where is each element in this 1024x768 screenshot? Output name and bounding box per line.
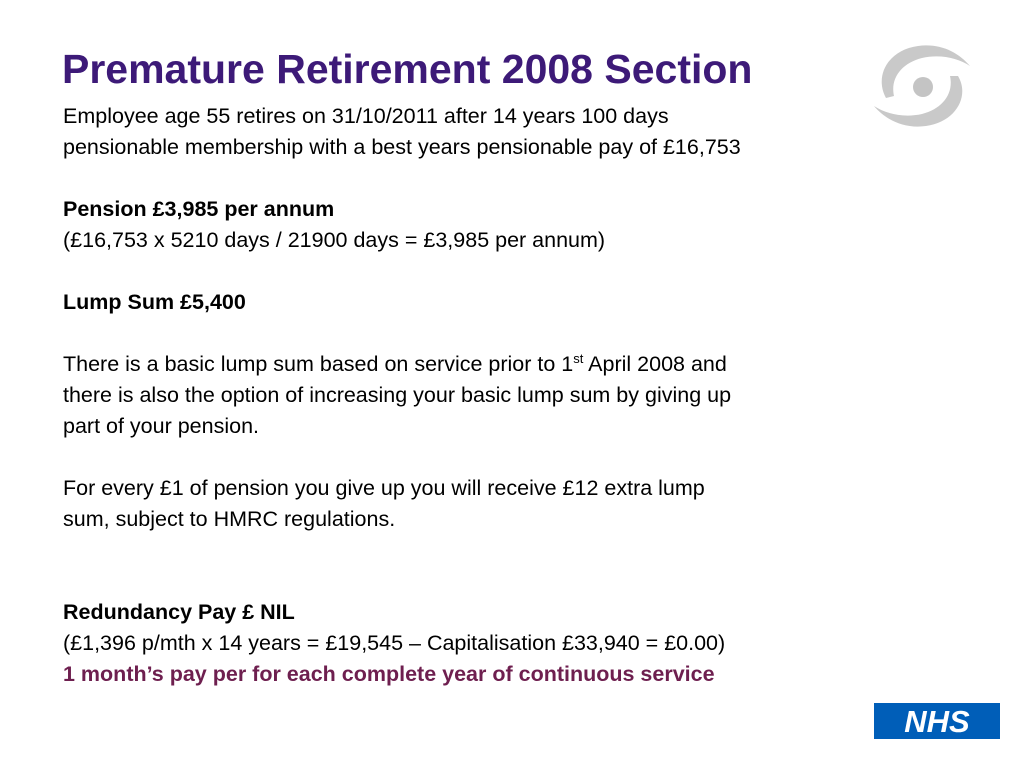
lump-sum-text-a: There is a basic lump sum based on service prior to 1 xyxy=(63,352,574,376)
slide-title: Premature Retirement 2008 Section xyxy=(62,46,753,92)
nhs-logo xyxy=(874,703,1000,739)
spacer xyxy=(63,535,883,597)
spacer xyxy=(63,318,883,349)
lump-sum-paragraph-line-2: there is also the option of increasing your basic lump sum by giving up xyxy=(63,383,732,407)
spacer xyxy=(63,442,883,473)
intro-line-1: Employee age 55 retires on 31/10/2011 after 14 years 100 days xyxy=(63,104,669,128)
pension-heading: Pension £3,985 per annum xyxy=(63,197,335,221)
lump-sum-paragraph-line-3: part of your pension. xyxy=(63,414,260,438)
intro-line-2: pensionable membership with a best years pensionable pay of £16,753 xyxy=(63,135,741,159)
spacer xyxy=(63,163,883,194)
commutation-line-2: sum, subject to HMRC regulations. xyxy=(63,507,396,531)
redundancy-note: 1 month’s pay per for each complete year of continuous service xyxy=(63,662,715,686)
redundancy-calculation: (£1,396 p/mth x 14 years = £19,545 – Capitalisation £33,940 = £0.00) xyxy=(63,631,726,655)
nhs-logo-text: NHS xyxy=(904,704,970,739)
commutation-line-1: For every £1 of pension you give up you will receive £12 extra lump xyxy=(63,476,705,500)
lump-sum-paragraph-line-1 xyxy=(63,349,883,380)
pension-calculation: (£16,753 x 5210 days / 21900 days = £3,985 per annum) xyxy=(63,228,606,252)
slide-body xyxy=(63,101,883,690)
ordinal-superscript: st xyxy=(573,351,584,366)
lump-sum-heading: Lump Sum £5,400 xyxy=(63,290,246,314)
redundancy-heading: Redundancy Pay £ NIL xyxy=(63,600,295,624)
lump-sum-text-b: April 2008 and xyxy=(583,352,727,376)
spacer xyxy=(63,256,883,287)
